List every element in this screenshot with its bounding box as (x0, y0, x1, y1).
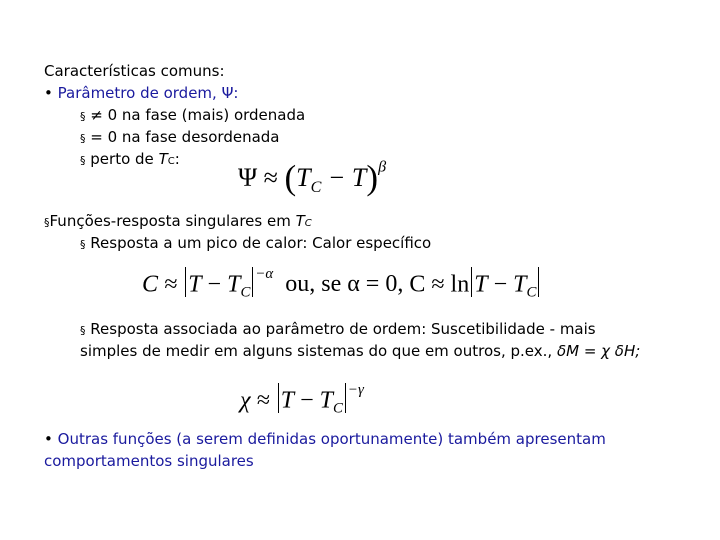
subitem-near-tc (80, 150, 180, 171)
tc-subscript: C (167, 156, 175, 167)
section-bullet: § (80, 110, 86, 123)
eq-c-lhs: C ≈ (142, 271, 178, 298)
eq-base: T (296, 163, 311, 193)
order-parameter-line (44, 84, 238, 102)
susc-line2-math: δM = χ δH; (556, 342, 641, 360)
equation-specific-heat: $C \approx T - T_C^{-\alpha}$ ou, se α = 0, $C \approx \ln T - T_C$ (142, 266, 541, 302)
heat-line (80, 234, 431, 254)
subitem-colon: : (174, 150, 180, 168)
subitem-text: ≠ 0 na fase (mais) ordenada (90, 106, 306, 124)
susceptibility-line1 (80, 320, 596, 340)
other-line1: Outras funções (a serem definidas oportunamente) também apresentam (57, 430, 606, 448)
eq-chi-exponent: −γ (347, 382, 364, 398)
subitem-text: perto de (90, 150, 154, 168)
response-label: Funções-resposta singulares em (49, 212, 291, 230)
susceptibility-line2 (80, 342, 640, 360)
tc-variable: T (295, 212, 305, 230)
eq-c-lhs2: C ≈ ln (409, 271, 470, 298)
other-functions-line1 (44, 430, 606, 448)
equation-psi: $\Psi \approx (T_C - T)^\beta$ (238, 158, 387, 197)
section-bullet: § (80, 154, 86, 167)
eq-c-middle: ou, se α = 0, (285, 271, 404, 298)
tc-variable: T (158, 150, 168, 168)
susc-line2-pre: simples de medir em alguns sistemas do que em outros, p.ex., (80, 342, 553, 360)
eq-chi-lhs: χ ≈ (240, 387, 270, 414)
susc-line1: Resposta associada ao parâmetro de ordem: Suscetibilidade - mais (90, 320, 596, 338)
eq-lhs: Ψ ≈ (238, 163, 278, 193)
psi-symbol: Ψ: (221, 84, 239, 102)
subitem-text: = 0 na fase desordenada (90, 128, 280, 146)
section-bullet: § (44, 216, 50, 229)
section-bullet: § (80, 324, 86, 337)
bullet: • (44, 430, 53, 448)
eq-c-exponent: −α (255, 266, 274, 282)
heading: Características comuns: (44, 62, 225, 80)
order-parameter-label: Parâmetro de ordem, (57, 84, 217, 102)
subitem-ordered (80, 106, 305, 126)
heat-text: Resposta a um pico de calor: Calor específico (90, 234, 432, 252)
tc-subscript: C (304, 218, 312, 229)
response-functions-line (44, 212, 312, 233)
equation-susceptibility: $\chi \approx T - T_C^{-\gamma}$ (240, 382, 364, 417)
subitem-disordered (80, 128, 280, 148)
eq-base-sub: C (310, 178, 322, 196)
section-bullet: § (80, 132, 86, 145)
eq-exponent: β (378, 158, 387, 176)
eq-rest: − T (321, 163, 367, 193)
other-functions-line2: comportamentos singulares (44, 452, 254, 470)
bullet: • (44, 84, 53, 102)
section-bullet: § (80, 238, 86, 251)
